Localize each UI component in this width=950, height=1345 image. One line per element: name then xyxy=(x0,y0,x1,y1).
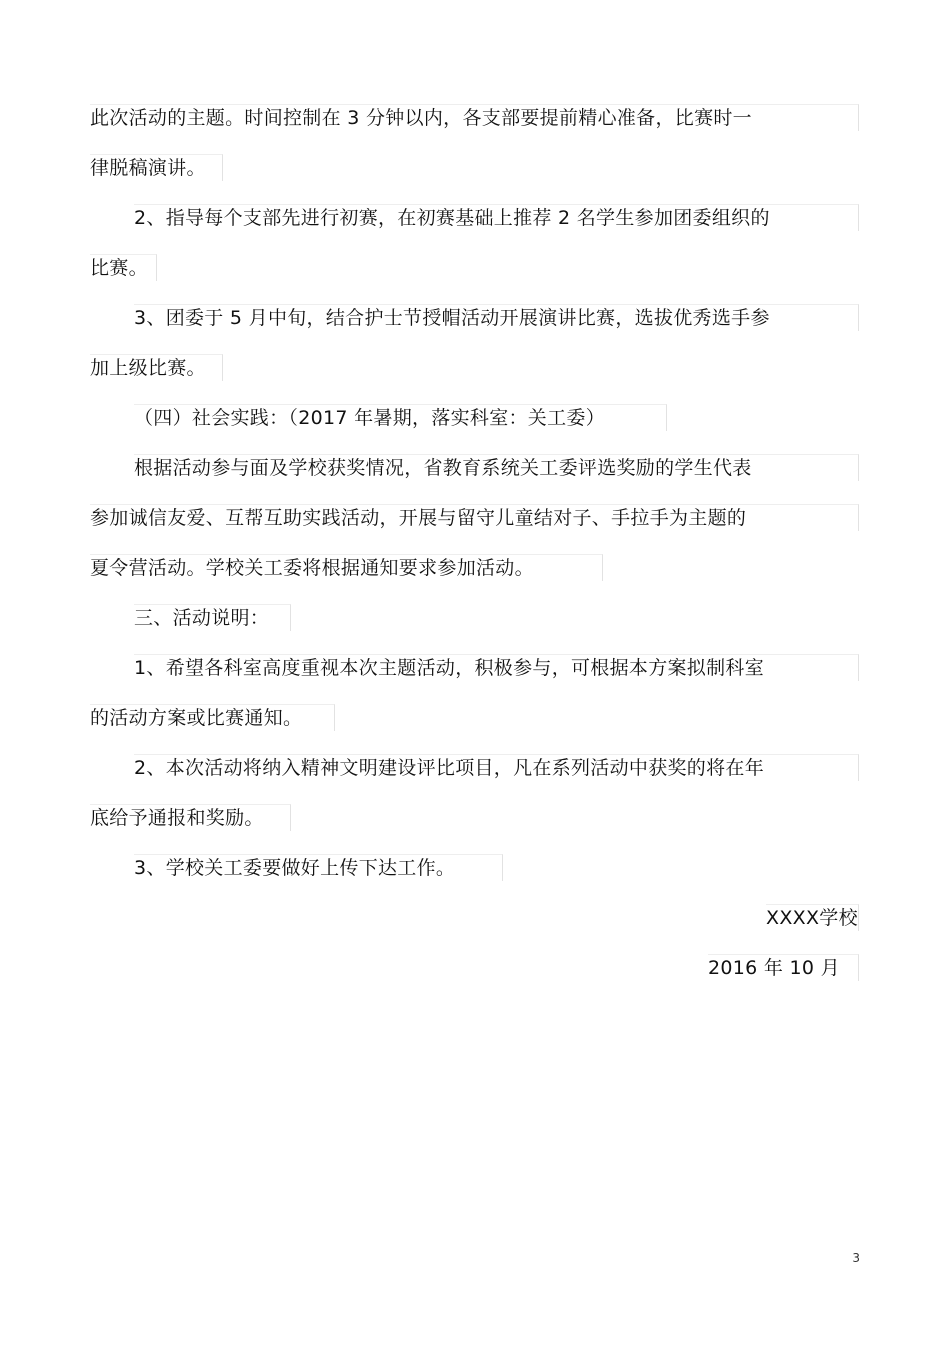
paragraph-line: 比赛。 xyxy=(90,257,148,279)
paragraph-line: 此次活动的主题。时间控制在 3 分钟以内，各支部要提前精心准备，比赛时一 xyxy=(90,107,752,129)
paragraph-line: 3、团委于 5 月中旬，结合护士节授帽活动开展演讲比赛，选拔优秀选手参 xyxy=(134,307,770,329)
paragraph-line: 参加诚信友爱、互帮互助实践活动，开展与留守儿童结对子、手拉手为主题的 xyxy=(90,507,747,529)
paragraph-line: 底给予通报和奖励。 xyxy=(90,807,264,829)
paragraph-line: 根据活动参与面及学校获奖情况，省教育系统关工委评选奖励的学生代表 xyxy=(134,457,752,479)
page-number: 3 xyxy=(852,1251,860,1265)
signature-date: 2016 年 10 月 xyxy=(708,957,840,979)
paragraph-line: 加上级比赛。 xyxy=(90,357,206,379)
paragraph-line: 律脱稿演讲。 xyxy=(90,157,206,179)
paragraph-line: 夏令营活动。学校关工委将根据通知要求参加活动。 xyxy=(90,557,534,579)
paragraph-line: 2、指导每个支部先进行初赛，在初赛基础上推荐 2 名学生参加团委组织的 xyxy=(134,207,770,229)
paragraph-line: 1、希望各科室高度重视本次主题活动，积极参与，可根据本方案拟制科室 xyxy=(134,657,764,679)
section-heading: （四）社会实践：（2017 年暑期，落实科室：关工委） xyxy=(134,407,605,429)
section-heading: 三、活动说明： xyxy=(134,607,270,629)
paragraph-line: 2、本次活动将纳入精神文明建设评比项目，凡在系列活动中获奖的将在年 xyxy=(134,757,764,779)
paragraph-line: 3、学校关工委要做好上传下达工作。 xyxy=(134,857,456,879)
paragraph-line: 的活动方案或比赛通知。 xyxy=(90,707,303,729)
signature-school: XXXX学校 xyxy=(766,907,858,929)
